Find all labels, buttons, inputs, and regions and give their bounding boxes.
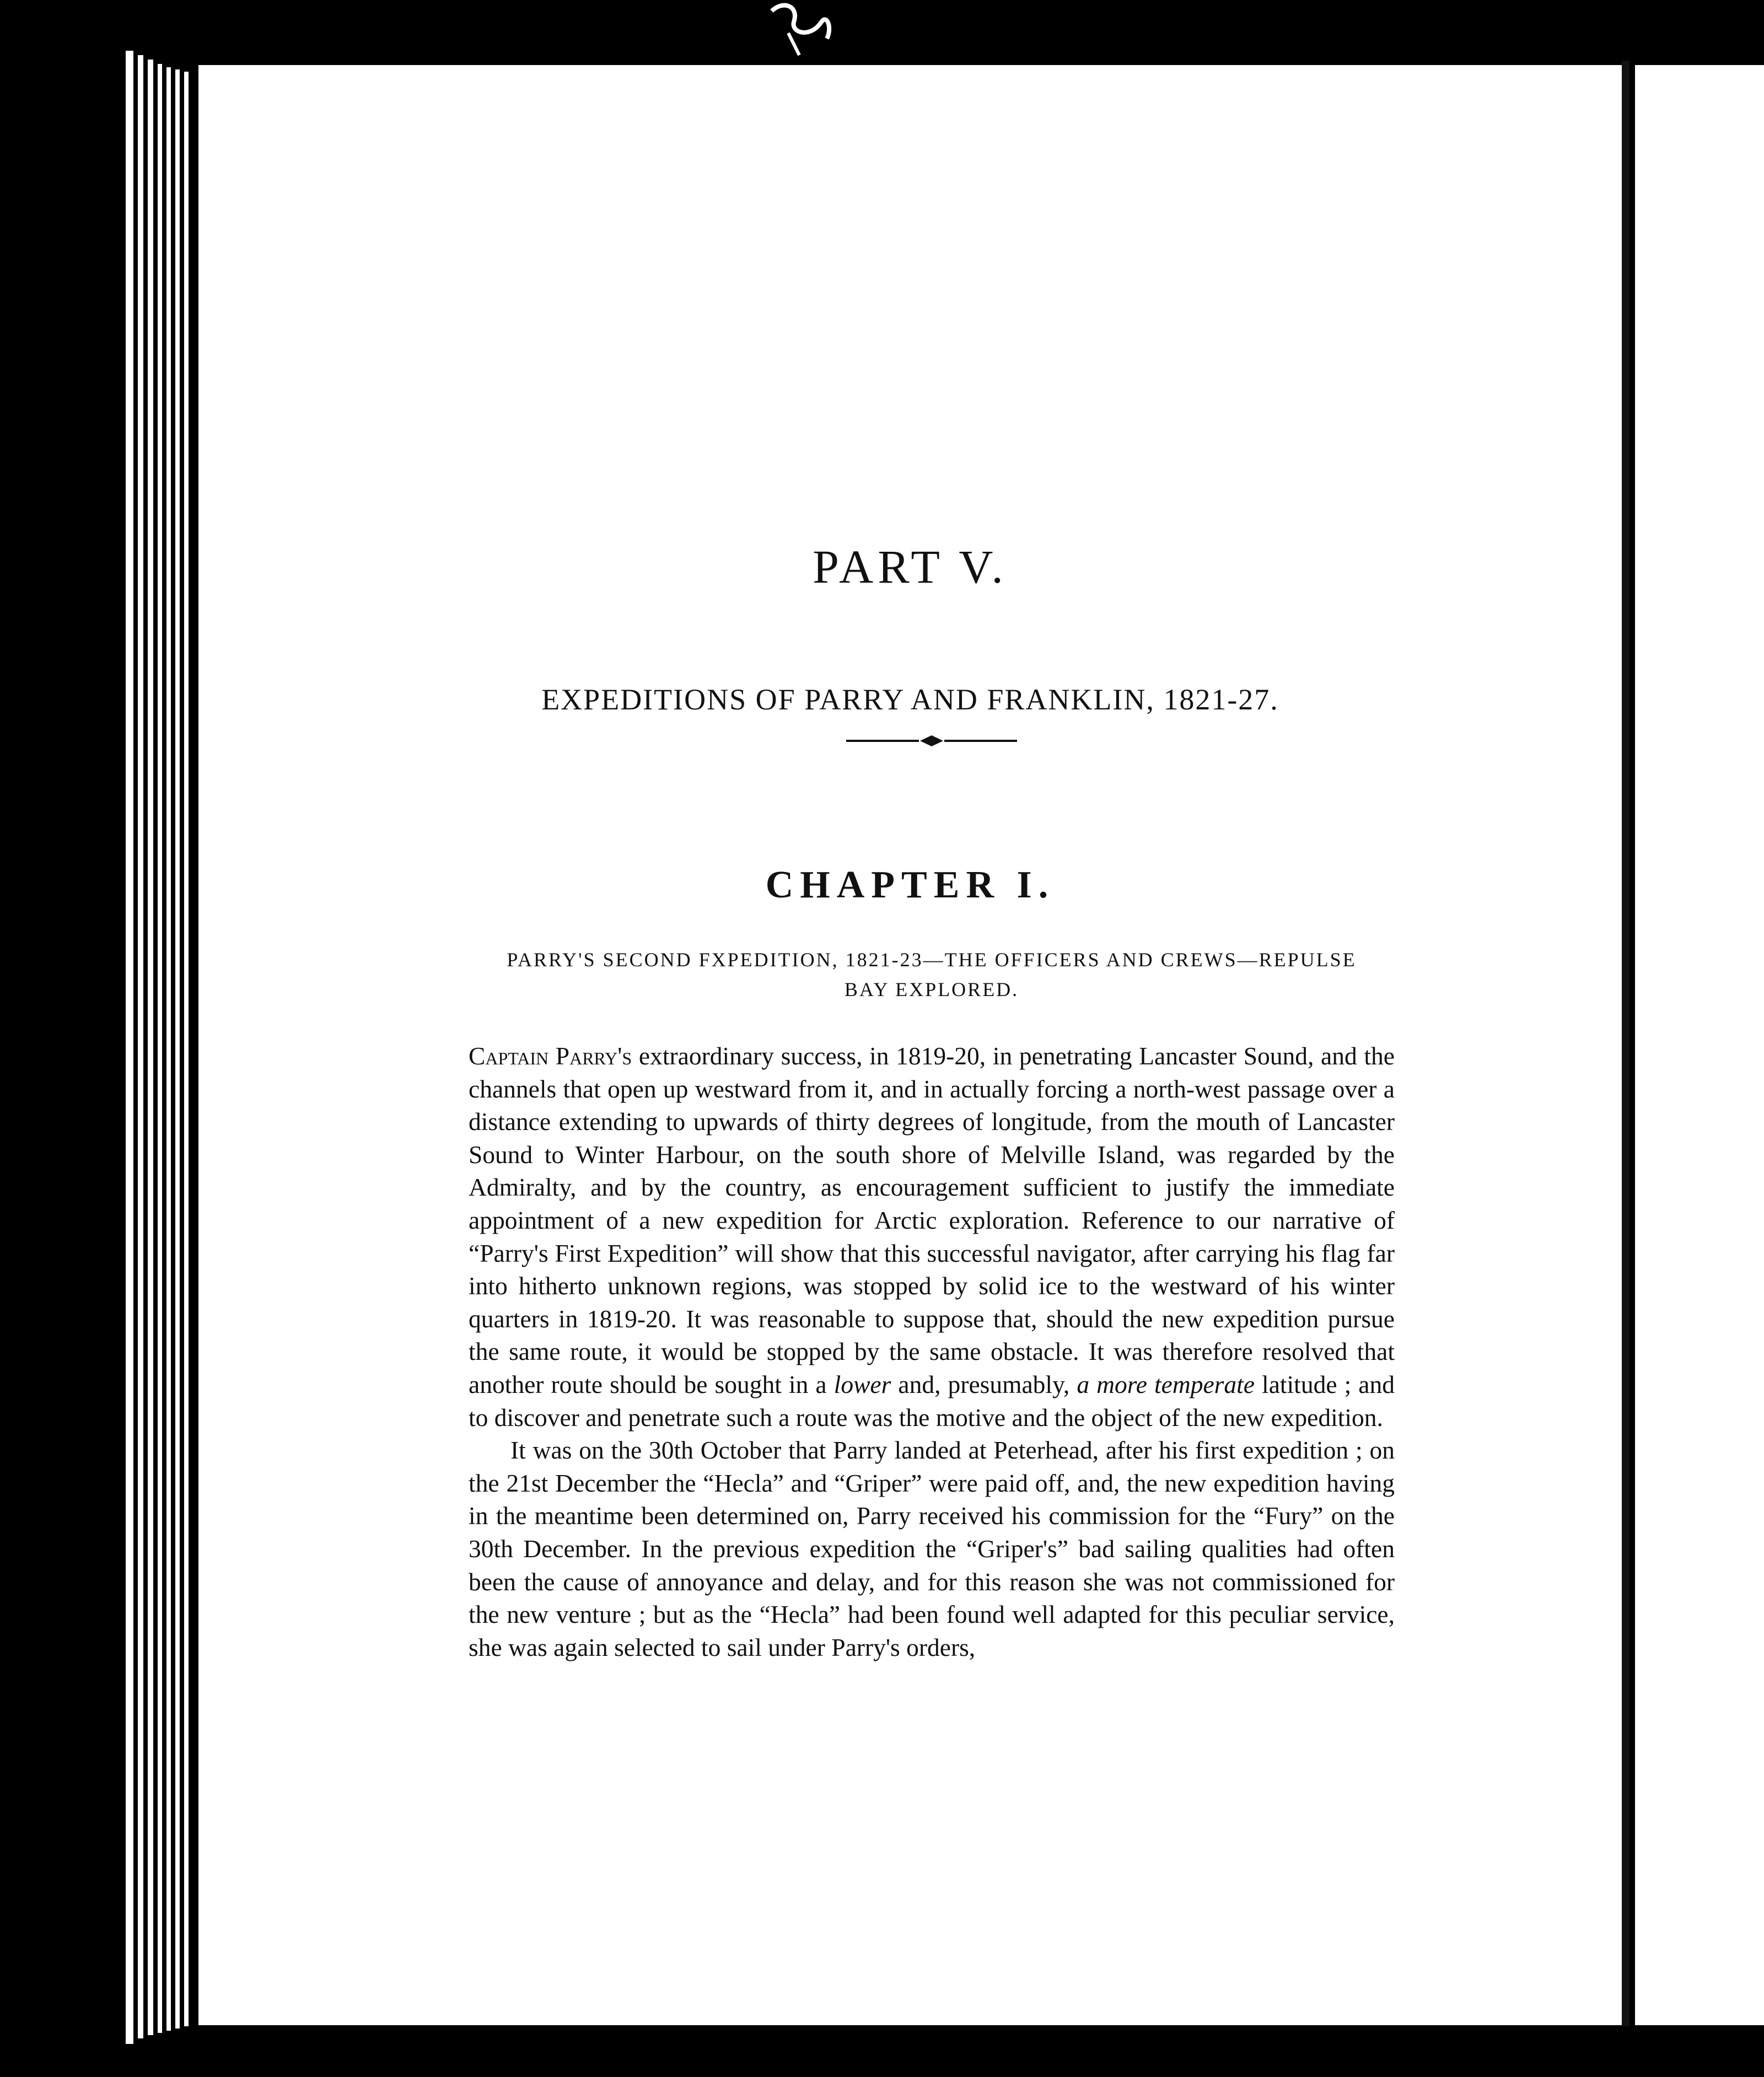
italic-text: a more temperate [1077, 1370, 1255, 1398]
italic-text: lower [833, 1370, 891, 1398]
page-edge [166, 67, 171, 2031]
book-gutter [1622, 61, 1629, 2026]
facing-page [1635, 65, 1764, 2025]
paragraph: It was on the 30th October that Parry landed at Peterhead, after his first expedition ; on the 21st December the “Hecla” and “Griper” were paid off, and, the new expedition having in the meantime been determined on, Parry received his commission for the “Fury” on the 30th December. In the previous expedition the “Griper's” bad sailing qualities had often been the cause of annoyance and delay, and for this reason she was not commissioned for the new venture ; but as the “Hecla” had been found well adapted for this peculiar service, she was again selected to sail under Parry's orders, [469, 1436, 1395, 1661]
page-edge [138, 55, 143, 2038]
page-edge [148, 60, 153, 2035]
body-text [469, 1040, 1395, 1664]
page-edge [175, 69, 180, 2028]
book-page [198, 65, 1622, 2025]
page-edge [184, 72, 189, 2026]
paragraph [469, 1040, 1395, 1434]
part-subtitle: EXPEDITIONS OF PARRY AND FRANKLIN, 1821-27. [541, 683, 1279, 716]
lead-in: Captain Parry's [469, 1042, 632, 1070]
part-title: PART V. [813, 540, 1008, 593]
scan-artifact-icon [761, 0, 843, 61]
page-edge [126, 51, 133, 2044]
paragraph-text: latitude ; and to discover and penetrate such a route was the motive and the object of the new expedition. [469, 1370, 1395, 1432]
chapter-title: CHAPTER I. [765, 864, 1055, 906]
paragraph-text: extraordinary success, in 1819-20, in penetrating Lancaster Sound, and the channels that open up westward from it, and in actually forcing a north-west passage over a distance extending to upwards of thirty degrees of longitude, from the mouth of Lancaster Sound to Winter Harbour, on the south shore of Melville Island, was regarded by the Admiralty, and by the country, as encouragement sufficient to justify the immediate appointment of a new expedition for Arctic exploration. Reference to our narrative of “Parry's First Expedition” will show that this successful navigator, after carrying his flag far into hitherto unknown regions, was stopped by solid ice to the westward of his winter quarters in 1819-20. It was reasonable to suppose that, should the new expedition pursue the same route, it would be stopped by the same obstacle. It was therefore resolved that another route should be sought in a [469, 1042, 1395, 1398]
paragraph-text: and, presumably, [891, 1370, 1077, 1398]
chapter-summary-line: BAY EXPLORED. [844, 978, 1019, 1000]
chapter-summary-line: PARRY'S SECOND FXPEDITION, 1821-23—THE OFFICERS AND CREWS—REPULSE [507, 949, 1357, 971]
chapter-summary [469, 945, 1395, 1004]
ornament-divider-icon [846, 730, 1017, 752]
page-edge [158, 64, 162, 2033]
